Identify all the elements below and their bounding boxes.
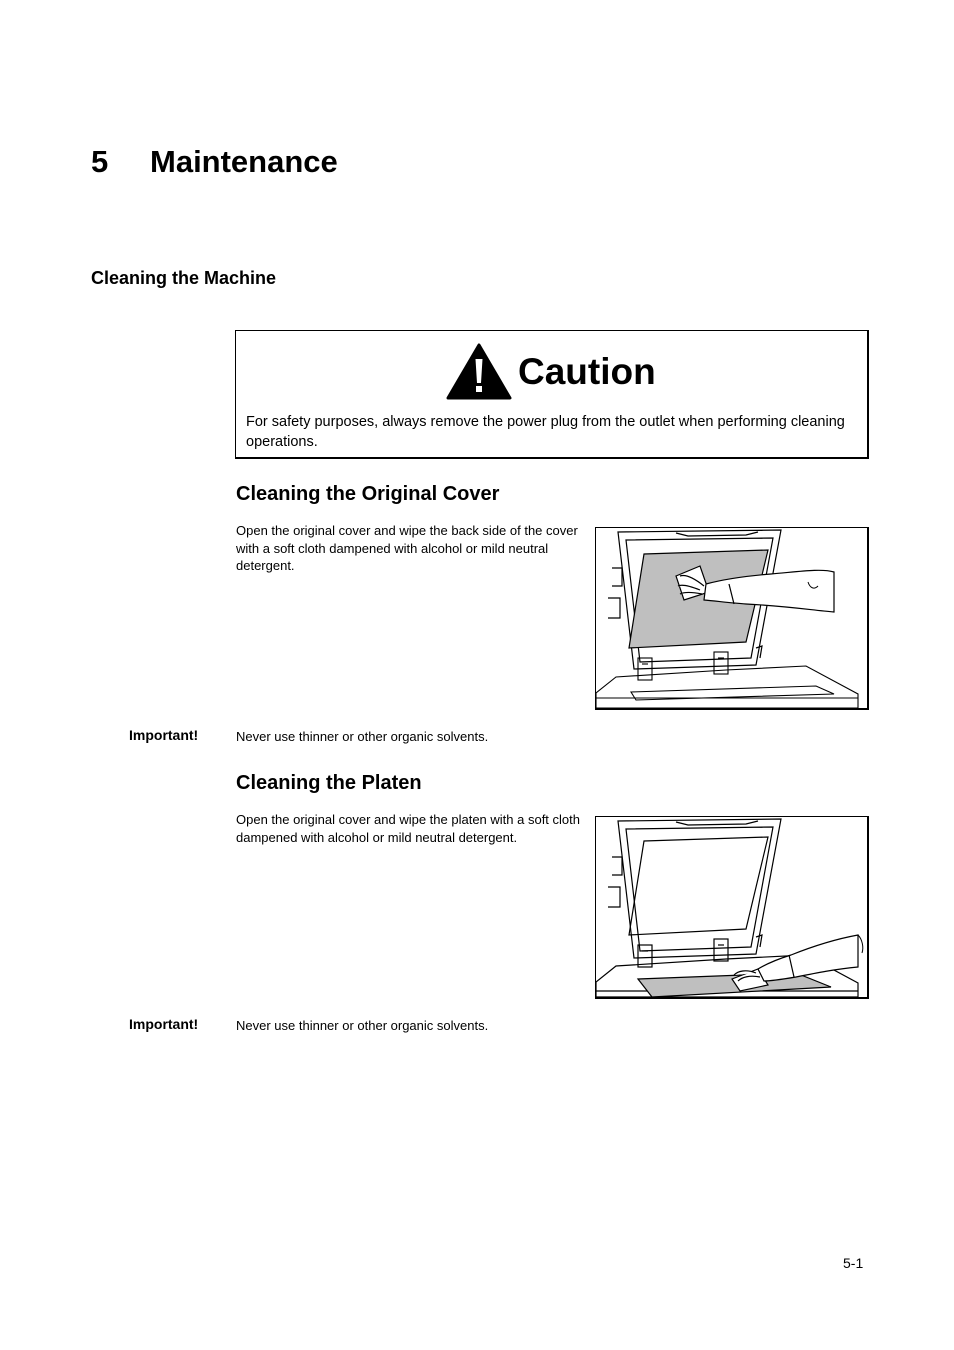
- platen-important-label: Important!: [129, 1016, 199, 1032]
- cover-section-title: Cleaning the Original Cover: [236, 483, 500, 505]
- cover-cleaning-illustration: [595, 527, 869, 710]
- caution-heading: Caution: [518, 351, 656, 392]
- platen-cleaning-illustration: [595, 816, 869, 999]
- platen-important-text: Never use thinner or other organic solvents.: [236, 1018, 489, 1033]
- platen-instructions: Open the original cover and wipe the platen with a soft cloth dampened with alcohol or mild neutral detergent.: [236, 812, 580, 845]
- caution-text: For safety purposes, always remove the power plug from the outlet when performing cleaning operations.: [246, 414, 845, 450]
- warning-triangle-icon: [446, 343, 512, 401]
- section-title: Cleaning the Machine: [91, 268, 277, 288]
- chapter-number: 5: [91, 144, 109, 179]
- platen-cleaning-drawing: [596, 817, 867, 997]
- caution-box: [235, 330, 869, 459]
- cover-important-text: Never use thinner or other organic solvents.: [236, 729, 489, 744]
- cover-instructions: Open the original cover and wipe the back side of the cover with a soft cloth dampened with alcohol or mild neutral detergent.: [236, 523, 578, 573]
- page-number: 5-1: [843, 1255, 864, 1271]
- cover-important-label: Important!: [129, 727, 199, 743]
- platen-section-title: Cleaning the Platen: [236, 772, 422, 794]
- chapter-title: Maintenance: [150, 144, 338, 179]
- cover-cleaning-drawing: [596, 528, 867, 708]
